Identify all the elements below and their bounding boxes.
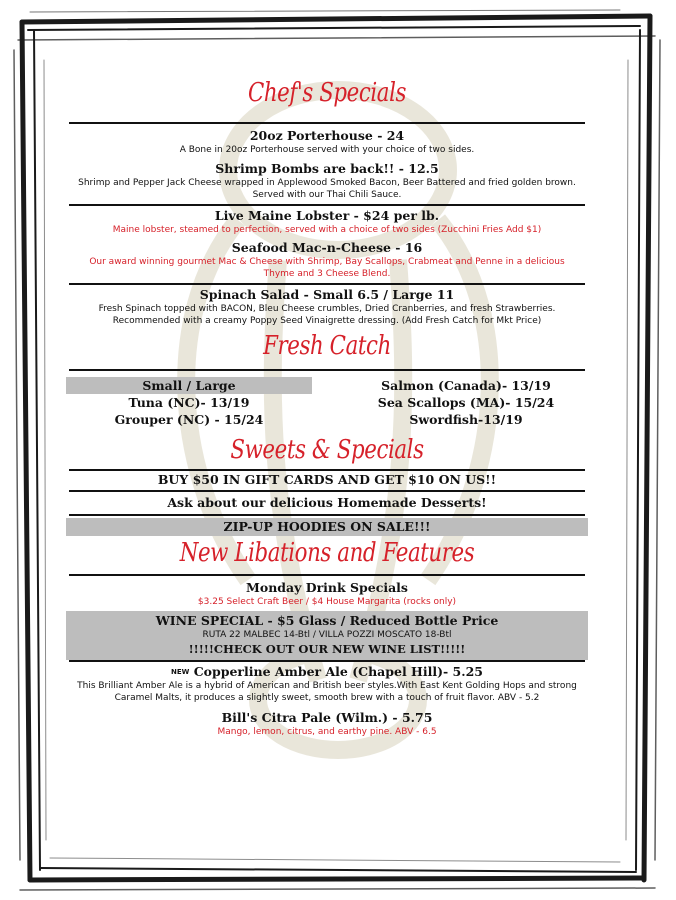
size-header: Small / Large bbox=[66, 377, 312, 394]
catch-item: Sea Scallops (MA)- 15/24 bbox=[377, 395, 555, 410]
section-title: New Libations and Features bbox=[179, 538, 475, 568]
chefs-specials-heading bbox=[66, 70, 588, 122]
item-title: WINE SPECIAL - $5 Glass / Reduced Bottle Price bbox=[155, 613, 499, 628]
divider bbox=[69, 369, 585, 371]
section-title: Chef's Specials bbox=[247, 78, 407, 108]
item-description: Maine lobster, steamed to perfection, served with a choice of two sides (Zucchini Fries Add $1) bbox=[112, 225, 542, 235]
chefs-item bbox=[66, 128, 588, 156]
desserts-note: Ask about our delicious Homemade Desserts! bbox=[167, 495, 487, 510]
fresh-catch-list bbox=[66, 377, 588, 435]
catch-right-column bbox=[366, 377, 566, 428]
item-title: Seafood Mac-n-Cheese - 16 bbox=[231, 240, 423, 255]
wine-list-note: !!!!!CHECK OUT OUR NEW WINE LIST!!!!! bbox=[188, 642, 466, 656]
divider bbox=[69, 204, 585, 206]
chefs-item bbox=[66, 208, 588, 236]
fresh-catch-heading bbox=[66, 327, 588, 367]
divider bbox=[69, 490, 585, 492]
item-description: Our award winning gourmet Mac & Cheese with Shrimp, Bay Scallops, Crabmeat and Penne in a delicious Thyme and 3 Cheese Blend. bbox=[89, 257, 565, 279]
divider bbox=[69, 122, 585, 124]
libations-heading bbox=[66, 536, 588, 574]
menu-content bbox=[66, 70, 588, 738]
section-title: Sweets & Specials bbox=[230, 435, 424, 465]
wine-special bbox=[66, 611, 588, 660]
copperline-item bbox=[66, 664, 588, 704]
catch-left-column bbox=[66, 377, 312, 428]
item-title bbox=[66, 664, 588, 680]
section-title: Fresh Catch bbox=[263, 331, 391, 361]
item-title: Monday Drink Specials bbox=[246, 580, 408, 595]
catch-item: Tuna (NC)- 13/19 bbox=[128, 395, 250, 410]
divider bbox=[69, 574, 585, 576]
catch-item: Salmon (Canada)- 13/19 bbox=[381, 378, 551, 393]
item-description: Shrimp and Pepper Jack Cheese wrapped in Applewood Smoked Bacon, Beer Battered and fried golden brown. Served with our Thai Chili Sauce. bbox=[78, 178, 576, 200]
item-description: $3.25 Select Craft Beer / $4 House Margarita (rocks only) bbox=[197, 597, 457, 607]
item-description: Fresh Spinach topped with BACON, Bleu Cheese crumbles, Dried Cranberries, and fresh Strawberries. Recommended with a creamy Poppy Seed Vinaigrette dressing. (Add Fresh Catch for Mkt Price) bbox=[98, 304, 556, 326]
sweets-heading bbox=[66, 435, 588, 469]
item-description: RUTA 22 MALBEC 14-Btl / VILLA POZZI MOSCATO 18-Btl bbox=[202, 630, 452, 640]
divider bbox=[69, 469, 585, 471]
divider bbox=[69, 514, 585, 516]
item-title: Bill's Citra Pale (Wilm.) - 5.75 bbox=[221, 710, 433, 725]
divider bbox=[69, 283, 585, 285]
chefs-item bbox=[66, 287, 588, 327]
gift-card-promo: BUY $50 IN GIFT CARDS AND GET $10 ON US!! bbox=[157, 472, 497, 487]
item-title: Live Maine Lobster - $24 per lb. bbox=[214, 208, 440, 223]
item-title: Shrimp Bombs are back!! - 12.5 bbox=[215, 161, 439, 176]
catch-item: Swordfish-13/19 bbox=[409, 412, 523, 427]
new-badge: NEW bbox=[170, 668, 190, 676]
item-description: A Bone in 20oz Porterhouse served with your choice of two sides. bbox=[179, 145, 475, 155]
citra-item bbox=[66, 710, 588, 738]
beer-name: Copperline Amber Ale (Chapel Hill)- 5.25 bbox=[193, 664, 484, 679]
divider bbox=[69, 660, 585, 662]
monday-specials bbox=[66, 580, 588, 608]
item-title: Spinach Salad - Small 6.5 / Large 11 bbox=[199, 287, 455, 302]
chefs-item bbox=[66, 161, 588, 201]
chefs-item bbox=[66, 240, 588, 280]
item-description: Mango, lemon, citrus, and earthy pine. ABV - 6.5 bbox=[217, 727, 437, 737]
hoodies-promo: ZIP-UP HOODIES ON SALE!!! bbox=[66, 518, 588, 536]
catch-item: Grouper (NC) - 15/24 bbox=[114, 412, 264, 427]
item-title: 20oz Porterhouse - 24 bbox=[249, 128, 405, 143]
item-description: This Brilliant Amber Ale is a hybrid of American and British beer styles.With East Kent Golding Hops and strong Caramel Malts, it produces a slightly sweet, smooth brew with a touch of fruit flavor. ABV - 5.2 bbox=[77, 681, 577, 703]
